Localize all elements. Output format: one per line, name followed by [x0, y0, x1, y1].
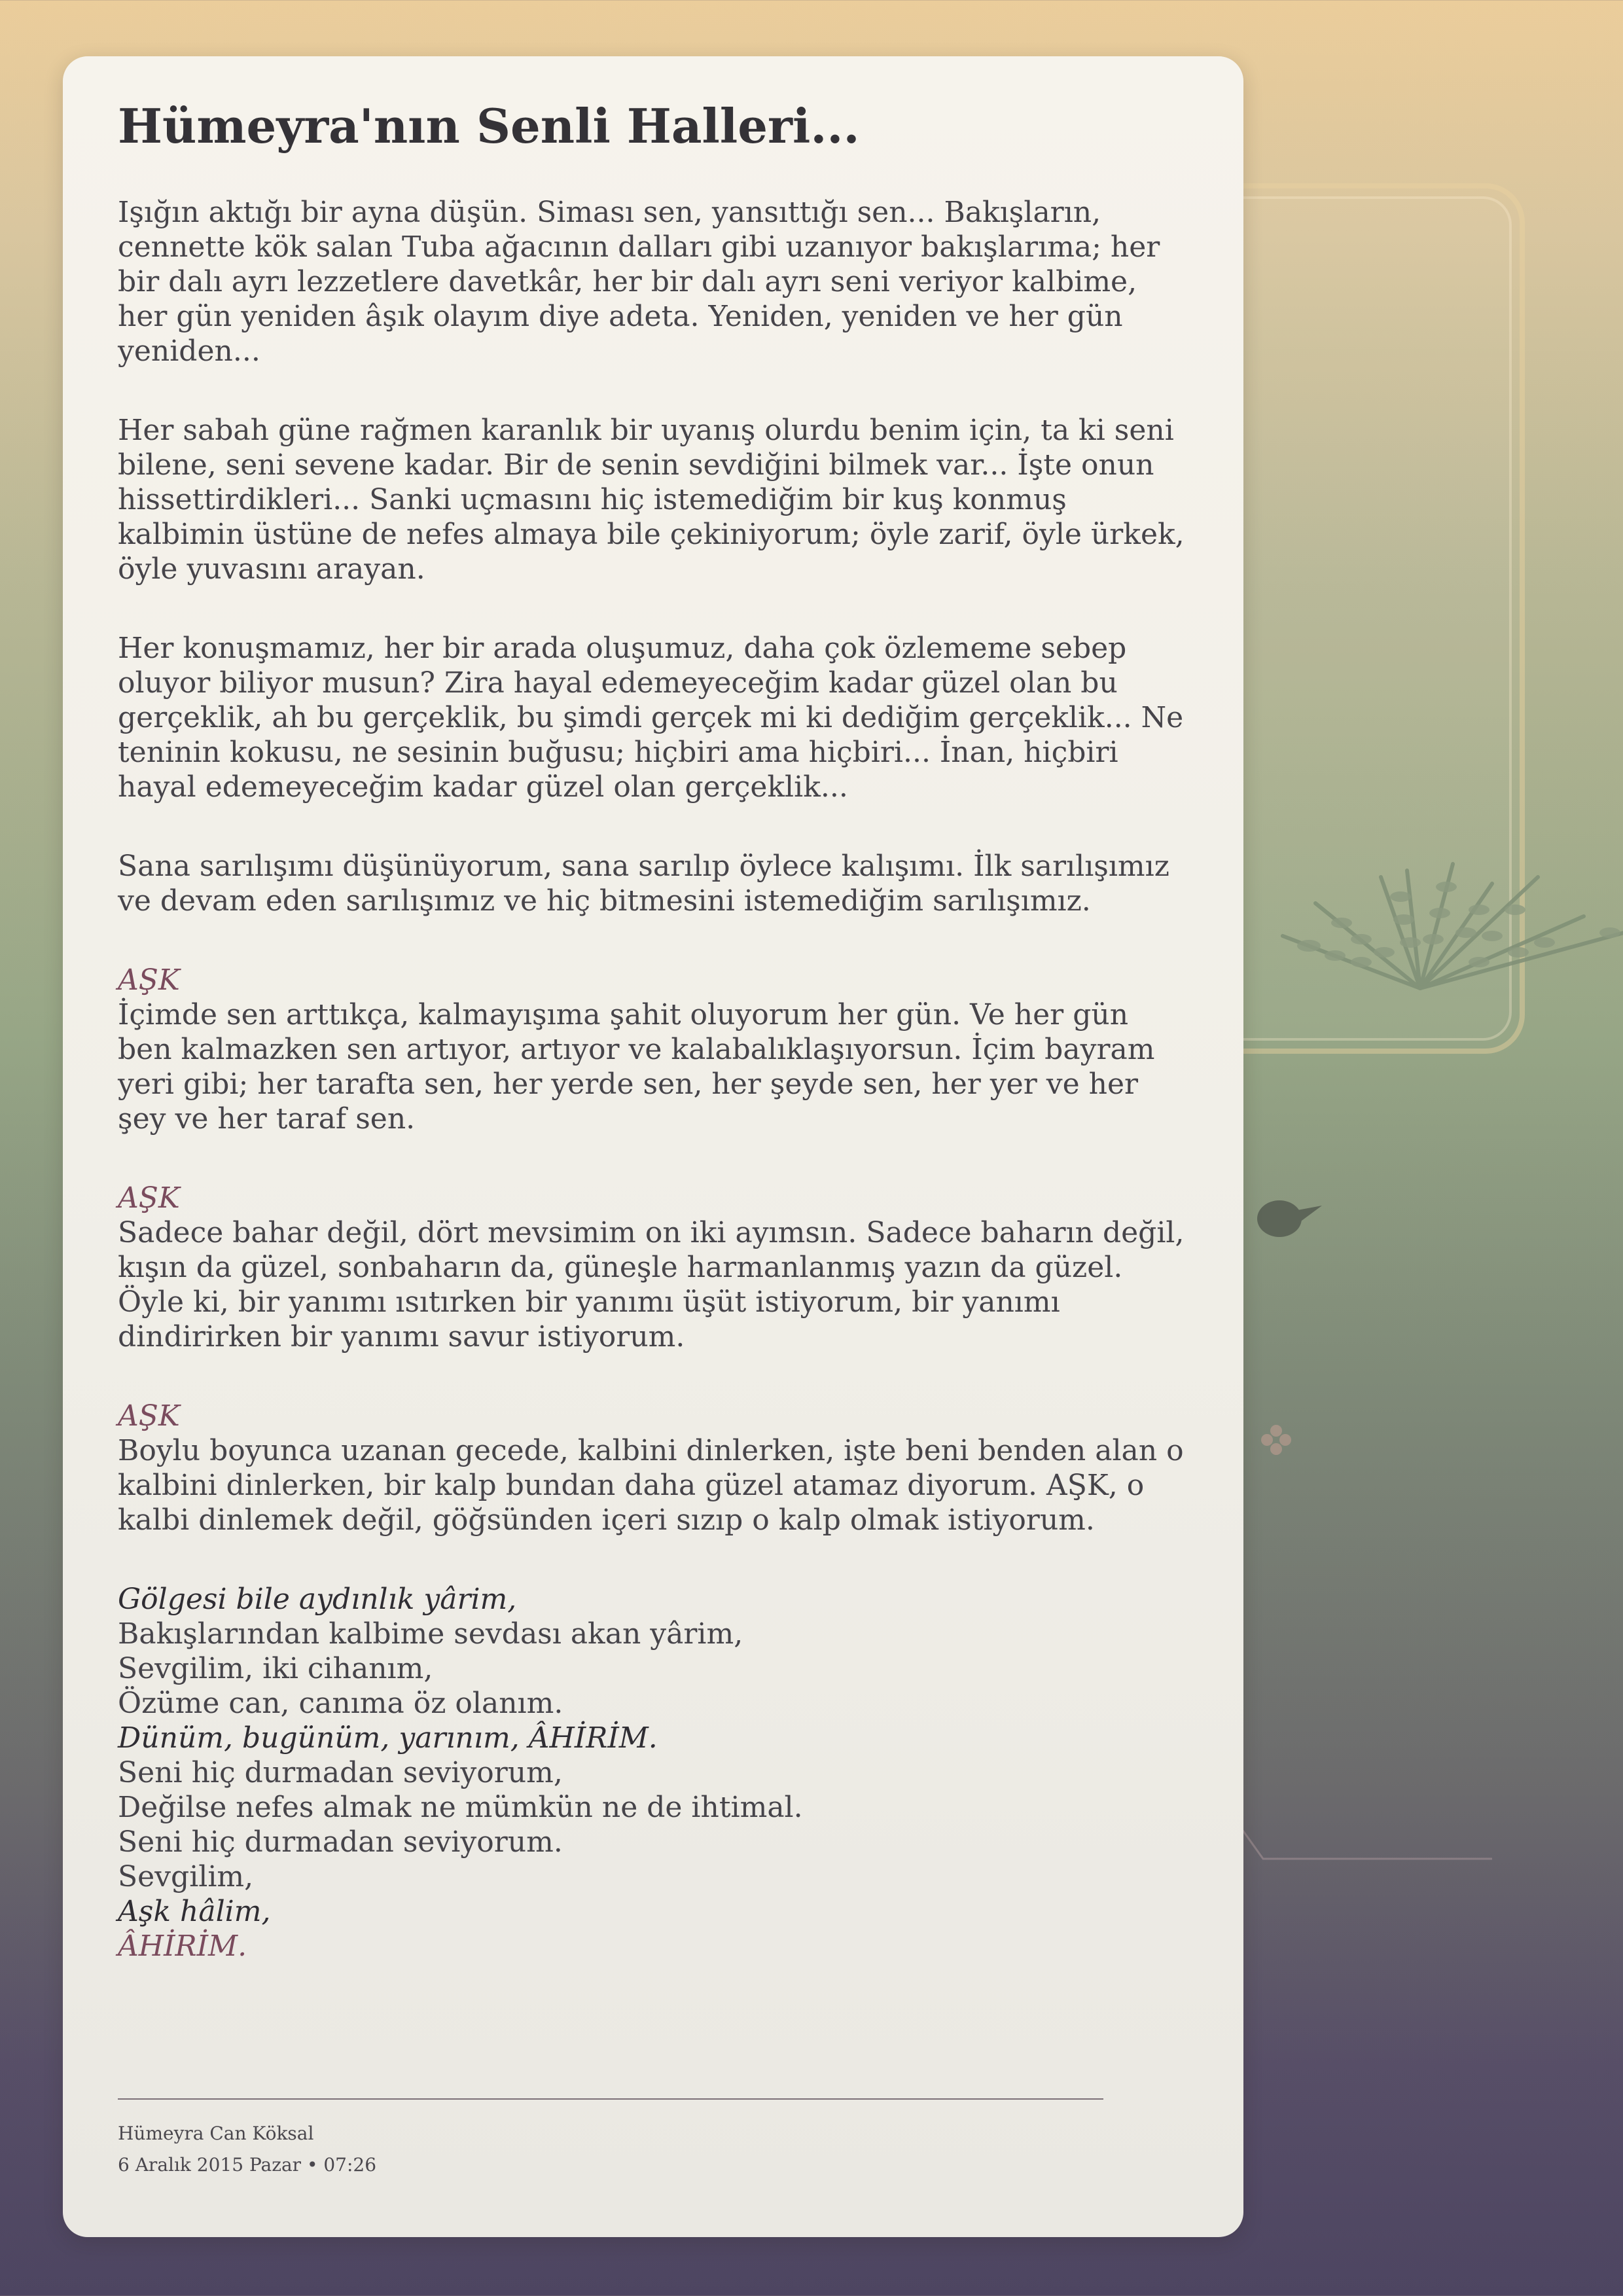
ask-heading: AŞK: [118, 963, 180, 997]
ask-text: Boylu boyunca uzanan gecede, kalbini dinlerken, işte beni benden alan o kalbini dinlerken, bir kalp bundan daha güzel atamaz diyorum. AŞK, o kalbi dinlemek değil, göğsünden içeri sızıp o kalp olmak istiyorum.: [118, 1434, 1184, 1537]
decorative-line: [1230, 1813, 1505, 1865]
divider: [118, 2098, 1103, 2100]
paragraph-3: Her konuşmamız, her bir arada oluşumuz, daha çok özlememe sebep oluyor biliyor musun? Zira hayal edemeyeceğim kadar güzel olan bu gerçeklik, ah bu gerçeklik, bu şimdi gerçek mi ki dediğim gerçeklik... Ne teninin kokusu, ne sesinin buğusu; hiçbiri ama hiçbiri... İnan, hiçbiri hayal edemeyeceğim kadar güzel olan gerçeklik...: [118, 632, 1184, 804]
ask-heading: AŞK: [118, 1181, 180, 1215]
article-card: [63, 56, 1243, 2237]
poem-line: Sevgilim,: [118, 1860, 254, 1894]
article-meta: [118, 2118, 376, 2181]
flower-icon: [1257, 1420, 1296, 1460]
poem-line: Değilse nefes almak ne mümkün ne de ihtimal.: [118, 1791, 803, 1825]
poem: [118, 1582, 1188, 1964]
author-name: Hümeyra Can Köksal: [118, 2123, 314, 2144]
poem-line: Seni hiç durmadan seviyorum.: [118, 1825, 563, 1859]
poem-line: Gölgesi bile aydınlık yârim,: [118, 1583, 517, 1617]
publish-date: 6 Aralık 2015 Pazar • 07:26: [118, 2154, 377, 2176]
ask-heading: AŞK: [118, 1399, 180, 1433]
poem-line: Seni hiç durmadan seviyorum,: [118, 1756, 563, 1790]
paragraph-1: Işığın aktığı bir ayna düşün. Siması sen, yansıttığı sen... Bakışların, cennette kök salan Tuba ağacının dalları gibi uzanıyor bakışlarıma; her bir dalı ayrı lezzetlere davetkâr, her bir dalı ayrı seni veriyor kalbime, her gün yeniden âşık olayım diye adeta. Yeniden, yeniden ve her gün yeniden...: [118, 196, 1160, 368]
ask-section-3: [118, 1399, 1188, 1537]
poem-line: Özüme can, canıma öz olanım.: [118, 1687, 563, 1721]
paragraph-2: Her sabah güne rağmen karanlık bir uyanış olurdu benim için, ta ki seni bilene, seni sevene kadar. Bir de senin sevdiğini bilmek var... İşte onun hissettirdikleri... Sanki uçmasını hiç istemediğim bir kuş konmuş kalbimin üstüne de nefes almaya bile çekiniyorum; öyle zarif, öyle ürkek, öyle yuvasını arayan.: [118, 414, 1185, 586]
ask-section-1: [118, 963, 1188, 1136]
poem-line: Sevgilim, iki cihanım,: [118, 1652, 433, 1686]
poem-line: Bakışlarından kalbime sevdası akan yârim,: [118, 1617, 743, 1651]
poem-line: Aşk hâlim,: [118, 1895, 271, 1929]
branch-illustration: [1270, 851, 1623, 1021]
ask-text: Sadece bahar değil, dört mevsimim on iki ayımsın. Sadece baharın değil, kışın da güzel, sonbaharın da, güneşle harmanlanmış yazın da güzel. Öyle ki, bir yanımı ısıtırken bir yanımı üşüt istiyorum, bir yanımı dindirirken bir yanımı savur istiyorum.: [118, 1216, 1185, 1354]
article-title: Hümeyra'nın Senli Halleri...: [118, 98, 860, 154]
bird-icon: [1253, 1191, 1325, 1244]
ask-text: İçimde sen arttıkça, kalmayışıma şahit oluyorum her gün. Ve her gün ben kalmazken sen artıyor, artıyor ve kalabalıklaşıyorsun. İçim bayram yeri gibi; her tarafta sen, her yerde sen, her şeyde sen, her yer ve her şey ve her taraf sen.: [118, 998, 1155, 1136]
paragraph-4: Sana sarılışımı düşünüyorum, sana sarılıp öylece kalışımı. İlk sarılışımız ve devam eden sarılışımız ve hiç bitmesini istemediğim sarılışımız.: [118, 850, 1169, 918]
poem-line: ÂHİRİM.: [118, 1929, 247, 1964]
ask-section-2: [118, 1181, 1188, 1354]
poem-line: Dünüm, bugünüm, yarınım, ÂHİRİM.: [118, 1721, 658, 1755]
